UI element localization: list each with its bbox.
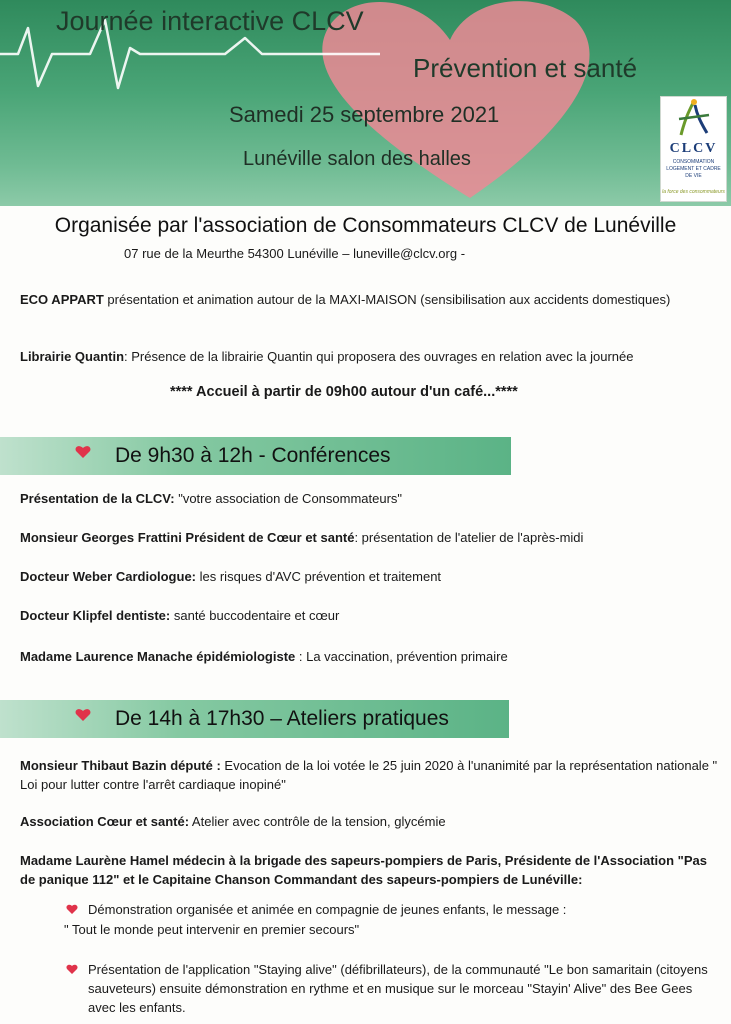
intro-name: ECO APPART xyxy=(20,292,104,307)
item-text: Atelier avec contrôle de la tension, glycémie xyxy=(189,814,446,829)
page-subtitle: Prévention et santé xyxy=(413,53,638,83)
welcome-line: **** Accueil à partir de 09h00 autour d'un café...**** xyxy=(170,384,518,400)
item-text: : La vaccination, prévention primaire xyxy=(295,649,508,664)
intro-text: : Présence de la librairie Quantin qui proposera des ouvrages en relation avec la journée xyxy=(124,349,634,364)
afternoon-item xyxy=(20,756,720,794)
intro-eco-appart xyxy=(20,290,710,309)
morning-item xyxy=(20,647,508,666)
morning-item xyxy=(20,528,583,547)
organizer-line: Organisée par l'association de Consommateurs CLCV de Lunéville xyxy=(54,214,677,237)
heart-icon xyxy=(75,445,91,459)
section-morning xyxy=(0,437,511,475)
bullet-line: " Tout le monde peut intervenir en premier secours" xyxy=(64,922,360,937)
afternoon-item xyxy=(20,812,446,831)
intro-librairie xyxy=(20,347,720,366)
intro-text: présentation et animation autour de la MAXI-MAISON (sensibilisation aux accidents domestiques) xyxy=(103,292,671,307)
item-name: Présentation de la CLCV: xyxy=(20,491,175,506)
item-name: Madame Laurène Hamel médecin à la brigade des sapeurs-pompiers de Paris, Présidente de l'Association "Pas de panique 112" et le Capitaine Chanson Commandant des sapeurs-pompiers de Lunéville: xyxy=(20,853,707,887)
section-afternoon xyxy=(0,700,509,738)
organizer-address: 07 rue de la Meurthe 54300 Lunéville – luneville@clcv.org - xyxy=(124,246,466,261)
event-place: Lunéville salon des halles xyxy=(243,148,471,170)
logo-tagline: CONSOMMATION LOGEMENT ET CADRE DE VIE xyxy=(666,159,721,179)
item-text: : présentation de l'atelier de l'après-midi xyxy=(354,530,584,545)
section-heading: De 9h30 à 12h - Conférences xyxy=(115,444,391,467)
logo-slogan: la force des consommateurs xyxy=(662,189,725,195)
page-title: Journée interactive CLCV xyxy=(56,6,364,36)
morning-item xyxy=(20,606,339,625)
item-name: Madame Laurence Manache épidémiologiste xyxy=(20,649,296,664)
clcv-logo xyxy=(660,96,727,202)
heart-bullet-icon xyxy=(66,964,78,975)
intro-name: Librairie Quantin xyxy=(20,349,125,364)
morning-item xyxy=(20,567,441,586)
afternoon-item xyxy=(20,851,720,889)
item-name: Docteur Klipfel dentiste: xyxy=(20,608,171,623)
bullet-line: Présentation de l'application "Staying alive" (défibrillateurs), de la communauté "Le bon samaritain (citoyens sauveteurs) ensuite démonstration en rythme et en musique sur le morceau "Stayin' Alive" des Bee Gees avec les enfants. xyxy=(88,962,708,1015)
item-text: les risques d'AVC prévention et traitement xyxy=(196,569,442,584)
item-name: Monsieur Georges Frattini Président de Cœur et santé xyxy=(20,530,355,545)
section-heading: De 14h à 17h30 – Ateliers pratiques xyxy=(115,707,449,730)
item-text: santé buccodentaire et cœur xyxy=(170,608,340,623)
heart-icon xyxy=(75,708,91,722)
item-name: Docteur Weber Cardiologue: xyxy=(20,569,197,584)
item-name: Monsieur Thibaut Bazin député : xyxy=(20,758,221,773)
event-date: Samedi 25 septembre 2021 xyxy=(229,102,500,127)
morning-item xyxy=(20,489,402,508)
item-name: Association Cœur et santé: xyxy=(20,814,190,829)
item-text: Evocation de la loi votée le 25 juin 2020 à l'unanimité par la représentation nationale " Loi pour lutter contre l'arrêt cardiaque inopiné" xyxy=(20,758,718,792)
bullet-line: Démonstration organisée et animée en compagnie de jeunes enfants, le message : xyxy=(88,902,567,917)
header-banner xyxy=(0,0,731,206)
logo-name: CLCV xyxy=(669,141,718,156)
item-text: "votre association de Consommateurs" xyxy=(174,491,403,506)
heart-bullet-icon xyxy=(66,904,78,915)
logo-figure-icon xyxy=(661,97,726,141)
